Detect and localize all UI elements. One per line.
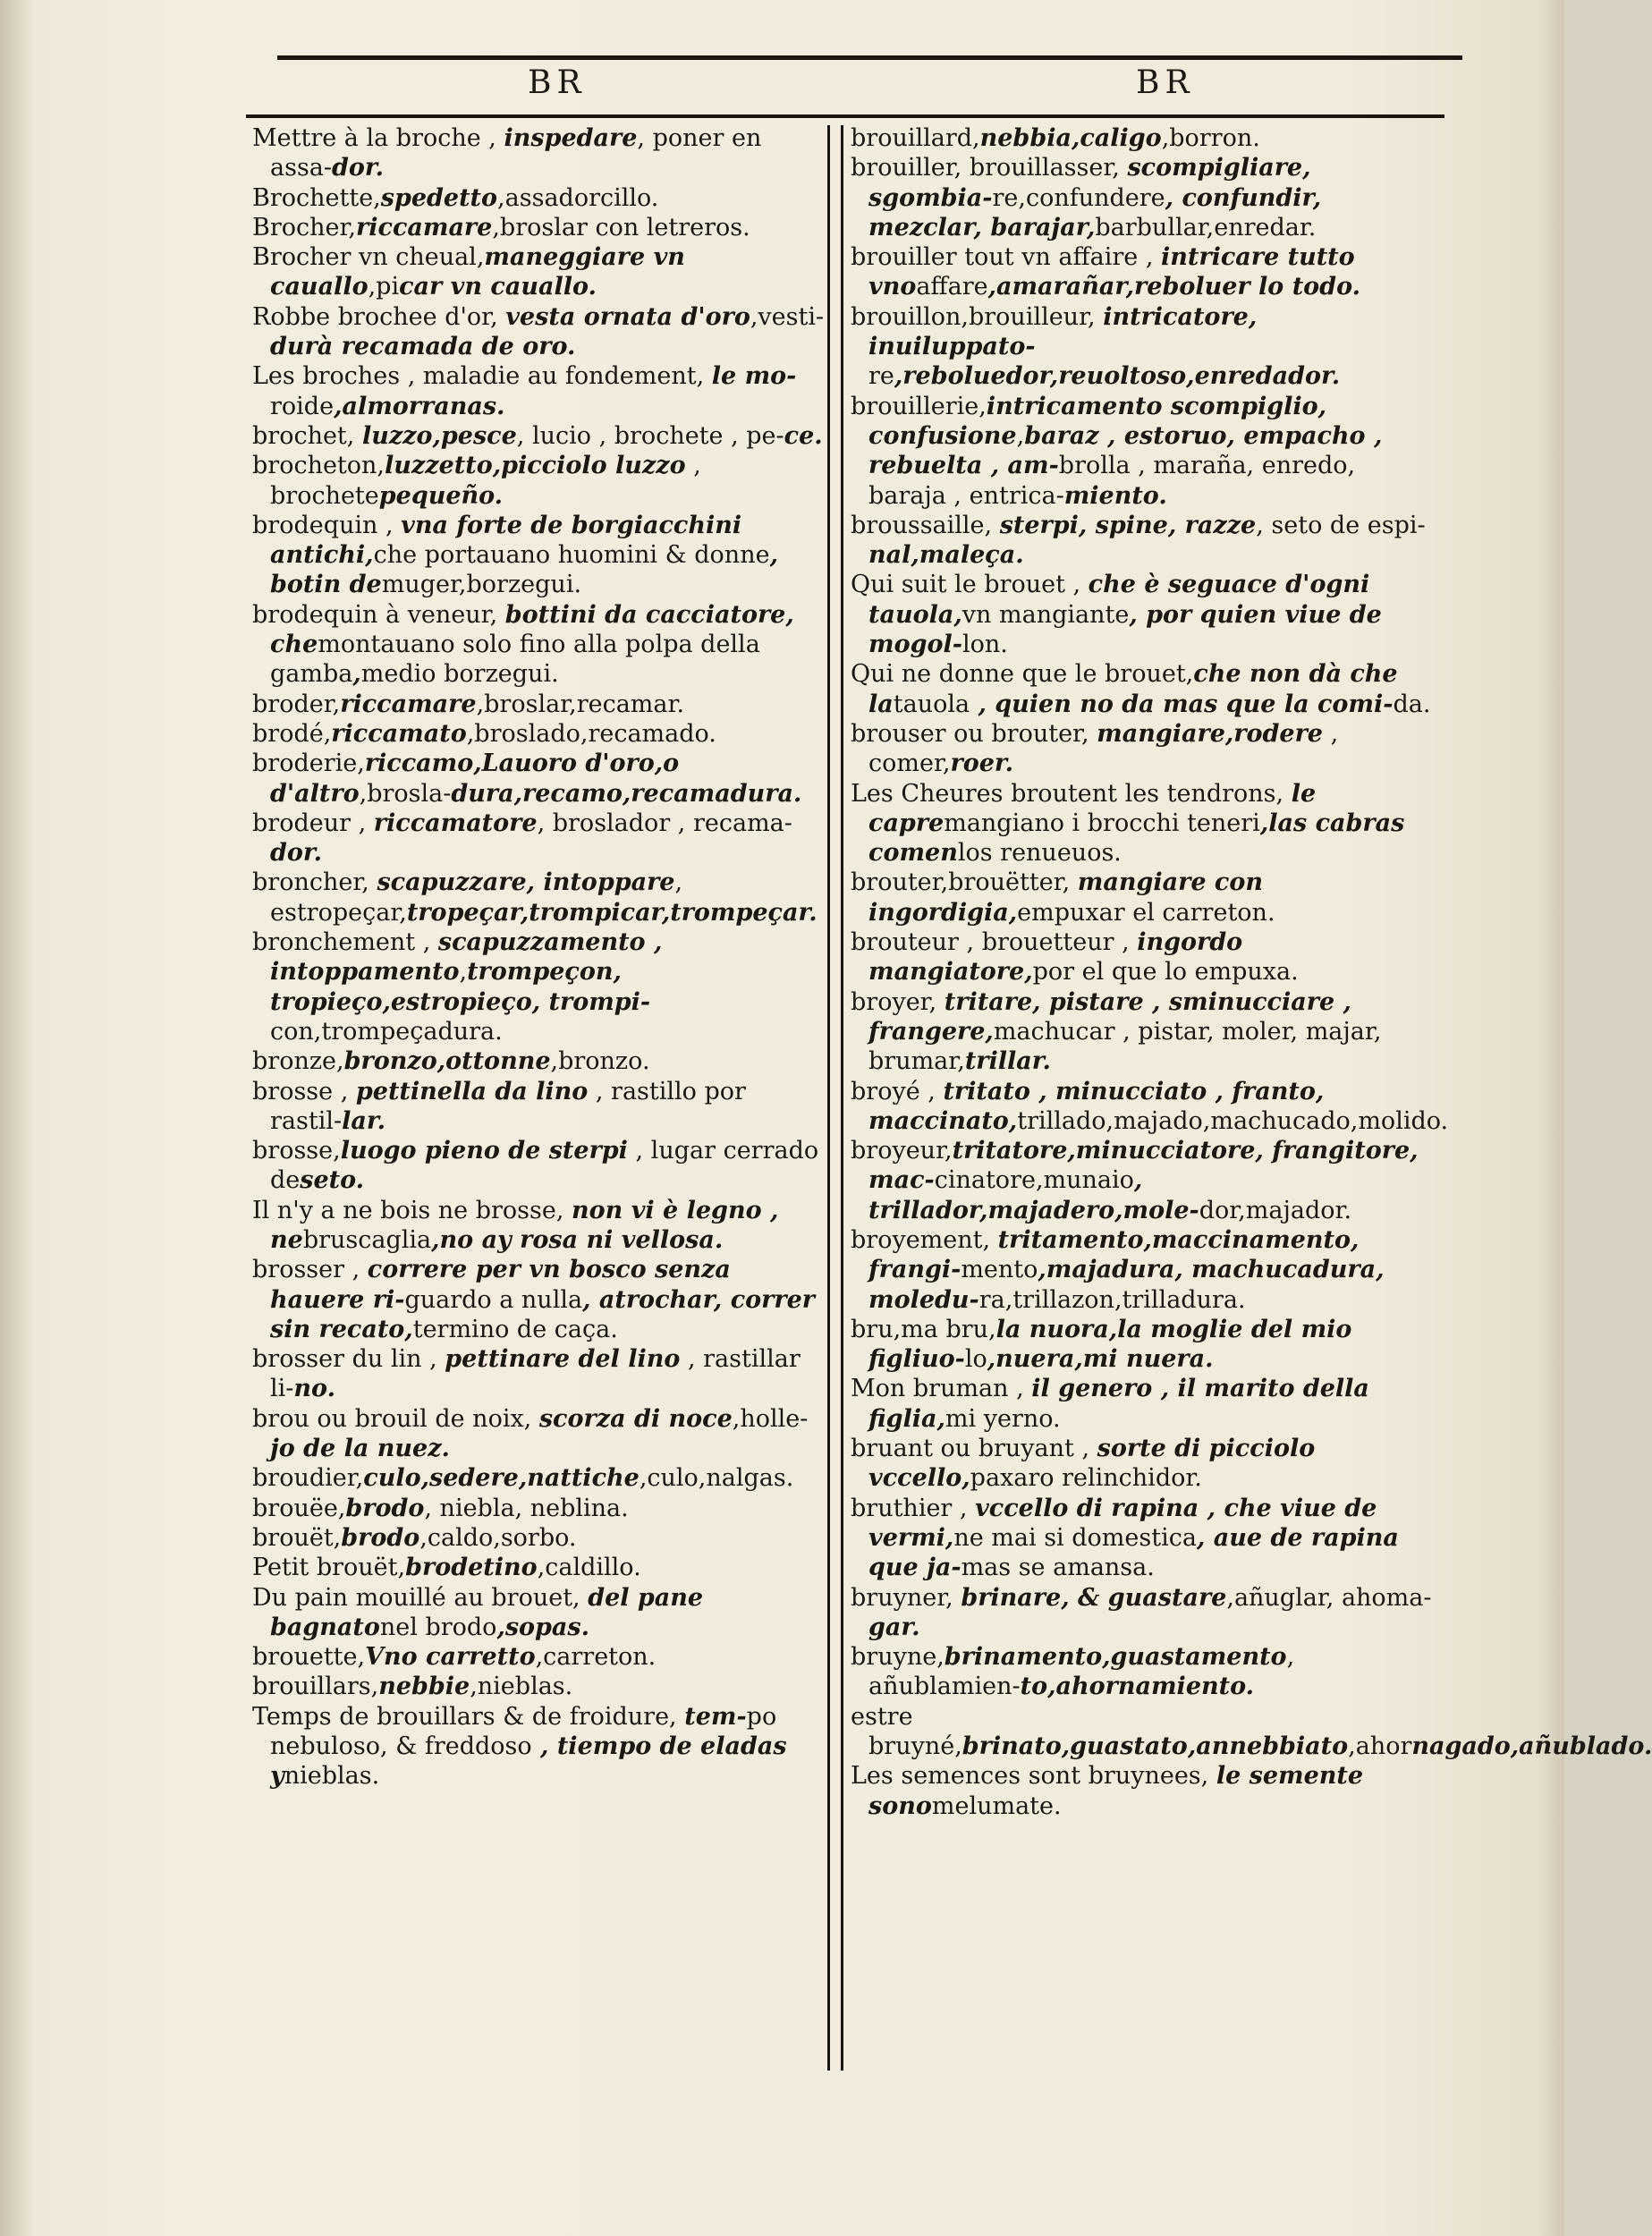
entry-italian-gloss: vccello di rapina , che viue de vermi, — [868, 1494, 1377, 1552]
entry-text: trillado,majado,machucado,molido. — [1017, 1106, 1449, 1135]
entry-italian-gloss: ,sopas. — [496, 1613, 590, 1641]
entry-text: che portauano huomini & donne — [373, 541, 770, 570]
running-head-right: BR — [1136, 64, 1195, 101]
entry-text: bronze, — [252, 1047, 344, 1076]
entry-italian-gloss: mangiare con ingordigia, — [868, 868, 1264, 927]
dictionary-entry — [252, 1463, 825, 1493]
dictionary-entry — [252, 213, 825, 242]
entry-text: re,confundere — [992, 183, 1165, 212]
dictionary-entry — [851, 1494, 1432, 1583]
entry-text: mento — [961, 1256, 1038, 1284]
header-rule — [277, 55, 1462, 60]
dictionary-entry — [252, 1553, 825, 1582]
entry-text: Les broches , maladie au fondement, — [252, 362, 712, 391]
entry-text: broderie, — [252, 750, 365, 778]
entry-text: , brochete — [270, 452, 701, 510]
entry-text: ,caldo,sorbo. — [419, 1523, 577, 1552]
dictionary-entry — [851, 868, 1432, 927]
entry-italian-gloss: roer. — [950, 750, 1014, 778]
dictionary-entry — [252, 302, 825, 362]
entry-italian-gloss: trillar. — [964, 1047, 1051, 1076]
dictionary-entry — [252, 1404, 825, 1464]
entry-italian-gloss: tritatore,minucciatore, frangitore, mac- — [868, 1137, 1419, 1195]
entry-italian-gloss: , botin de — [270, 541, 778, 599]
entry-italian-gloss: ,no ay rosa ni vellosa. — [431, 1225, 724, 1254]
entry-italian-gloss: ,nuera,mi nuera. — [987, 1345, 1214, 1374]
entry-italian-gloss: scapuzzamento , intoppamento — [270, 928, 663, 987]
dictionary-entry — [851, 1583, 1432, 1643]
entry-text: brolla , maraña, enredo, baraja , entrica- — [868, 452, 1356, 510]
entry-text: broncher, — [252, 868, 377, 897]
entry-text: roide — [270, 392, 335, 420]
entry-italian-gloss: ingordo mangiatore, — [868, 928, 1243, 987]
entry-text: ,brosla- — [359, 779, 452, 808]
entry-text: ,ahor — [1348, 1732, 1412, 1761]
entry-text: Qui ne donne que le brouet, — [851, 660, 1194, 689]
dictionary-entry — [851, 1315, 1432, 1375]
dictionary-entry — [252, 1077, 825, 1137]
entry-text: muger,borzegui. — [381, 571, 582, 599]
entry-text: , — [1016, 421, 1025, 450]
entry-italian-gloss: tritare, pistare , sminucciare , frangere, — [868, 987, 1351, 1046]
entry-italian-gloss: , — [352, 660, 361, 689]
entry-text: , broslador , recama- — [537, 809, 792, 837]
entry-italian-gloss: vesta ornata d'oro — [505, 302, 750, 331]
entry-italian-gloss: culo,sedere,nattiche — [363, 1464, 640, 1493]
entry-italian-gloss: Vno carretto — [365, 1643, 536, 1672]
right-column — [851, 123, 1652, 1821]
dictionary-entry — [851, 1225, 1432, 1315]
entry-italian-gloss: brinamento,guastamento — [944, 1643, 1287, 1672]
entry-text: broussaille, — [851, 511, 1000, 539]
entry-text: mi yerno. — [945, 1404, 1061, 1433]
dictionary-entry — [252, 183, 825, 213]
entry-italian-gloss: baraz , estoruo, empacho , rebuelta , am- — [868, 421, 1383, 480]
entry-text: barbullar,enredar. — [1095, 213, 1317, 241]
entry-text: ,broslar,recamar. — [476, 690, 685, 718]
entry-italian-gloss: brodetino — [405, 1554, 538, 1582]
dictionary-entry — [252, 868, 825, 927]
entry-italian-gloss: , aue de rapina que ja- — [868, 1523, 1399, 1582]
entry-italian-gloss: riccamo,Lauoro d'oro,o d'altro — [270, 750, 680, 808]
header-underline — [246, 114, 1444, 118]
entry-text: los renueuos. — [957, 839, 1122, 868]
entry-italian-gloss: no. — [293, 1375, 335, 1403]
entry-italian-gloss: riccamatore — [373, 809, 538, 837]
entry-text: , seto de espi- — [1256, 511, 1426, 539]
entry-italian-gloss: ,amarañar,reboluer lo todo. — [987, 273, 1360, 301]
dictionary-entry — [851, 242, 1432, 302]
dictionary-entry — [252, 1136, 825, 1196]
entry-italian-gloss: brodo — [341, 1523, 420, 1552]
entry-text: bruscaglia — [302, 1225, 432, 1254]
entry-text: brodé, — [252, 719, 332, 748]
entry-italian-gloss: bronzo,ottonne — [343, 1047, 551, 1076]
entry-text: brocheton, — [252, 452, 385, 480]
entry-text: , añublamien- — [868, 1643, 1295, 1701]
entry-text: brou ou brouil de noix, — [252, 1404, 539, 1433]
entry-italian-gloss: riccamato — [331, 719, 467, 748]
column-divider-right — [841, 125, 843, 2071]
dictionary-entry — [851, 1434, 1432, 1494]
left-column — [252, 123, 825, 1791]
entry-text: Les Cheures broutent les tendrons, — [851, 779, 1292, 808]
entry-text: ,holle- — [732, 1404, 809, 1433]
entry-italian-gloss: durà recamada de oro. — [270, 333, 576, 361]
entry-text: brosser du lin , — [252, 1345, 445, 1374]
entry-text: brouët, — [252, 1523, 342, 1552]
entry-italian-gloss: maneggiare vn cauallo — [270, 243, 685, 301]
dictionary-entry — [851, 1077, 1449, 1137]
entry-text: broudier, — [252, 1464, 364, 1493]
dictionary-entry — [252, 242, 825, 302]
entry-text: dor,majador. — [1199, 1196, 1352, 1224]
dictionary-entry — [851, 779, 1432, 868]
entry-text: Robbe brochee d'or, — [252, 302, 506, 331]
entry-italian-gloss: intricatore, inuiluppato- — [868, 302, 1258, 361]
entry-italian-gloss: , tiempo de eladas y — [270, 1732, 787, 1791]
entry-italian-gloss: luzzo,pesce — [361, 421, 517, 450]
entry-italian-gloss: , por quien viue de mogol- — [868, 600, 1382, 659]
entry-text: estre bruyné, — [851, 1702, 962, 1761]
dictionary-entry — [851, 1642, 1432, 1702]
entry-text: tauola — [893, 690, 970, 718]
running-head-left: BR — [528, 64, 587, 101]
dictionary-entry — [851, 659, 1432, 719]
entry-text: , comer, — [868, 719, 1339, 778]
dictionary-entry — [252, 511, 825, 600]
entry-italian-gloss: intricamento scompiglio, confusione — [868, 392, 1327, 450]
entry-italian-gloss: , trillador,majadero,mole- — [868, 1166, 1199, 1224]
entry-italian-gloss: ,majadura, machucadura, moledu- — [868, 1256, 1385, 1314]
dictionary-entry — [252, 1494, 825, 1523]
dictionary-entry — [252, 1255, 825, 1344]
entry-text: Les semences sont bruynees, — [851, 1762, 1216, 1791]
entry-text: medio borzegui. — [360, 660, 559, 689]
entry-italian-gloss: scompigliare, sgombia- — [868, 154, 1311, 212]
entry-text: brouillon,brouilleur, — [851, 302, 1104, 331]
entry-text: cinatore,munaio — [934, 1166, 1134, 1195]
entry-italian-gloss: nal,maleça. — [868, 541, 1024, 570]
dictionary-entry — [252, 690, 825, 719]
entry-text: termino de caça. — [412, 1315, 618, 1343]
entry-text: brosse , — [252, 1077, 356, 1105]
dictionary-entry — [252, 1672, 825, 1701]
entry-text: ra,trillazon,trilladura. — [978, 1285, 1246, 1314]
entry-text: Temps de brouillars & de froidure, — [252, 1702, 685, 1731]
dictionary-entry — [252, 719, 825, 749]
entry-text: lo — [964, 1345, 987, 1374]
entry-italian-gloss: tem- — [684, 1702, 747, 1731]
entry-text: broder, — [252, 690, 341, 718]
entry-text: melumate. — [931, 1791, 1062, 1820]
entry-text: , — [459, 958, 468, 987]
entry-italian-gloss: , confundir, mezclar, barajar, — [868, 183, 1322, 241]
dictionary-entry — [252, 451, 825, 511]
entry-italian-gloss: tritamento,maccinamento, frangi- — [868, 1225, 1360, 1284]
entry-italian-gloss: tritato , minucciato , franto, maccinato, — [868, 1077, 1325, 1135]
entry-text: bruant ou bruyant , — [851, 1435, 1097, 1463]
entry-italian-gloss: ,almorranas. — [334, 392, 505, 420]
dictionary-entry — [252, 749, 825, 809]
dictionary-entry — [851, 302, 1432, 392]
entry-italian-gloss: che non dà che la — [868, 660, 1398, 718]
entry-italian-gloss: ,reboluedor,reuoltoso,enredador. — [894, 362, 1341, 391]
dictionary-entry — [252, 421, 825, 451]
entry-text: Brocher vn cheual, — [252, 243, 485, 272]
dictionary-entry — [851, 123, 1432, 153]
dictionary-entry — [851, 1761, 1432, 1821]
entry-italian-gloss: che è seguace d'ogni tauola, — [868, 571, 1370, 629]
entry-text: bronchement , — [252, 928, 438, 957]
entry-italian-gloss: sorte di picciolo vccello, — [868, 1435, 1316, 1493]
entry-text: broyeur, — [851, 1137, 953, 1165]
entry-text: , lugar cerrado de — [270, 1137, 819, 1195]
entry-italian-gloss: , quien no da mas que la comi- — [970, 690, 1394, 718]
entry-italian-gloss: brinato,guastato,annebbiato — [962, 1732, 1349, 1761]
entry-italian-gloss: intricare tutto vno — [868, 243, 1355, 301]
dictionary-entry — [252, 1344, 825, 1404]
entry-italian-gloss: to,ahornamiento. — [1020, 1673, 1255, 1701]
entry-italian-gloss: la nuora,la moglie del mio figliuo- — [868, 1315, 1352, 1374]
entry-text: machucar , pistar, moler, majar, brumar, — [868, 1017, 1382, 1076]
entry-italian-gloss: jo de la nuez. — [270, 1435, 450, 1463]
entry-text: Qui suit le brouet , — [851, 571, 1089, 599]
entry-text: Petit brouët, — [252, 1554, 406, 1582]
entry-text: broyement, — [851, 1225, 998, 1254]
entry-italian-gloss: mangiare,rodere — [1097, 719, 1323, 748]
dictionary-entry — [851, 987, 1432, 1077]
entry-text: ,culo,nalgas. — [639, 1464, 794, 1493]
entry-text: mas se amansa. — [961, 1554, 1155, 1582]
entry-text: re — [868, 362, 894, 391]
dictionary-entry — [252, 1702, 825, 1791]
dictionary-entry — [252, 600, 825, 690]
entry-text: broyé , — [851, 1077, 944, 1105]
entry-text: ,nieblas. — [470, 1673, 573, 1701]
entry-italian-gloss: dor. — [270, 839, 323, 868]
entry-italian-gloss: scapuzzare, intoppare — [377, 868, 675, 897]
entry-text: brosser , — [252, 1256, 368, 1284]
entry-text: brouiller tout vn affaire , — [851, 243, 1162, 272]
entry-text: Du pain mouillé au brouet, — [252, 1583, 589, 1612]
entry-text: ,assadorcillo. — [497, 183, 659, 212]
entry-italian-gloss: spedetto — [380, 183, 498, 212]
entry-text: brouëe, — [252, 1494, 346, 1522]
entry-italian-gloss: luogo pieno de sterpi — [340, 1137, 628, 1165]
entry-italian-gloss: ce. — [784, 421, 823, 450]
entry-italian-gloss: seto. — [300, 1166, 365, 1195]
entry-text: brodequin à veneur, — [252, 600, 505, 629]
dictionary-entry — [851, 392, 1432, 511]
entry-text: brodeur , — [252, 809, 374, 837]
entry-italian-gloss: car vn cauallo. — [399, 273, 597, 301]
entry-italian-gloss: , atrochar, correr sin recato, — [270, 1285, 815, 1343]
entry-text: vn mangiante — [962, 600, 1130, 629]
entry-text: ,bronzo. — [550, 1047, 650, 1076]
entry-text: affare — [916, 273, 988, 301]
entry-text: , poner en assa- — [270, 124, 762, 182]
entry-text: ,caldillo. — [537, 1554, 641, 1582]
entry-italian-gloss: le capre — [868, 779, 1317, 837]
entry-italian-gloss: brinare, & guastare — [961, 1583, 1227, 1612]
entry-text: montauano solo fino alla polpa della gamba — [270, 631, 760, 689]
dictionary-entry — [851, 511, 1432, 571]
entry-italian-gloss: sterpi, spine, razze — [999, 511, 1257, 539]
entry-text: bruthier , — [851, 1494, 976, 1522]
entry-text: con,trompeçadura. — [270, 1017, 503, 1046]
entry-italian-gloss: dor. — [332, 154, 385, 182]
dictionary-entry — [851, 1136, 1432, 1225]
entry-text: brouser ou brouter, — [851, 719, 1097, 748]
dictionary-entry — [252, 1196, 825, 1256]
entry-text: guardo a nulla — [404, 1285, 583, 1314]
dictionary-entry — [851, 1702, 1652, 1762]
entry-text: mangiano i brocchi teneri — [944, 809, 1260, 837]
dictionary-entry — [252, 1046, 825, 1076]
entry-italian-gloss: pequeño. — [378, 481, 504, 510]
dictionary-entry — [252, 1523, 825, 1553]
entry-text: ,broslado,recamado. — [466, 719, 716, 748]
entry-text: ,vesti- — [750, 302, 825, 331]
entry-italian-gloss: pettinella da lino — [355, 1077, 589, 1105]
entry-italian-gloss: le semente sono — [868, 1762, 1364, 1820]
entry-text: brouter,brouëtter, — [851, 868, 1078, 897]
entry-text: bruyne, — [851, 1643, 945, 1672]
entry-text: , lucio , brochete , pe- — [516, 421, 784, 450]
entry-italian-gloss: del pane bagnato — [270, 1583, 704, 1641]
column-divider-left — [827, 125, 830, 2071]
entry-text: ,borron. — [1161, 124, 1260, 152]
entry-text: ne mai si domestica — [953, 1523, 1197, 1552]
entry-italian-gloss: non vi è legno , ne — [270, 1196, 779, 1254]
entry-text: bruyner, — [851, 1583, 962, 1612]
entry-italian-gloss: gar. — [868, 1613, 920, 1641]
entry-text: bru,ma bru, — [851, 1315, 996, 1343]
dictionary-entry — [252, 123, 825, 183]
entry-italian-gloss: luzzetto,picciolo luzzo — [385, 452, 686, 480]
dictionary-entry — [851, 570, 1432, 659]
entry-italian-gloss: nebbie — [378, 1673, 470, 1701]
entry-text: ,pi — [368, 273, 400, 301]
entry-text: Mettre à la broche , — [252, 124, 504, 152]
entry-italian-gloss: correre per vn bosco senza hauere ri- — [270, 1256, 731, 1314]
entry-text: , rastillo por rastil- — [270, 1077, 746, 1135]
dictionary-entry — [252, 809, 825, 868]
entry-italian-gloss: lar. — [342, 1106, 386, 1135]
entry-italian-gloss: il genero , il marito della figlia, — [868, 1375, 1369, 1433]
entry-italian-gloss: nagado,añublado. — [1411, 1732, 1652, 1761]
entry-text: Brocher, — [252, 213, 357, 241]
entry-text: brouiller, brouillasser, — [851, 154, 1128, 182]
entry-text: empuxar el carreton. — [1017, 898, 1275, 927]
entry-text: brouillerie, — [851, 392, 987, 420]
dictionary-entry — [252, 1583, 825, 1643]
entry-text: paxaro relinchidor. — [970, 1464, 1202, 1493]
entry-text: brosse, — [252, 1137, 341, 1165]
entry-text: brouette, — [252, 1643, 366, 1672]
entry-text: brodequin , — [252, 511, 402, 539]
entry-text: nieblas. — [284, 1762, 380, 1791]
entry-text: , niebla, neblina. — [424, 1494, 629, 1522]
entry-italian-gloss: scorza di noce — [538, 1404, 733, 1433]
entry-text: ,broslar con letreros. — [492, 213, 750, 241]
entry-text: da. — [1393, 690, 1431, 718]
entry-italian-gloss: trompeçon, tropieço,estropieço, trompi- — [270, 958, 651, 1016]
entry-italian-gloss: le mo- — [711, 362, 797, 391]
dictionary-entry — [851, 153, 1432, 242]
entry-text: broyer, — [851, 987, 945, 1016]
entry-italian-gloss: brodo — [345, 1494, 425, 1522]
entry-text: lon. — [962, 631, 1008, 659]
entry-text: , estropeçar, — [270, 868, 683, 927]
dictionary-entry — [252, 1642, 825, 1672]
entry-italian-gloss: vna forte de borgiacchini antichi, — [270, 511, 742, 570]
entry-text: ,carreton. — [535, 1643, 657, 1672]
entry-italian-gloss: miento. — [1063, 481, 1167, 510]
entry-text: Il n'y a ne bois ne brosse, — [252, 1196, 572, 1224]
entry-italian-gloss: tropeçar,trompicar,trompeçar. — [406, 898, 818, 927]
entry-text: Mon bruman , — [851, 1375, 1032, 1403]
dictionary-entry — [252, 361, 825, 421]
entry-italian-gloss: ,las cabras comen — [868, 809, 1405, 868]
dictionary-entry — [252, 927, 825, 1046]
entry-text: Brochette, — [252, 183, 381, 212]
entry-italian-gloss: pettinare del lino — [445, 1345, 681, 1374]
entry-text: nel brodo — [379, 1613, 497, 1641]
entry-italian-gloss: bottini da cacciatore, che — [270, 600, 794, 659]
entry-italian-gloss: riccamare — [356, 213, 493, 241]
entry-text: brouillard, — [851, 124, 980, 152]
entry-text: po nebuloso, & freddoso — [270, 1702, 777, 1761]
entry-italian-gloss: dura,recamo,recamadura. — [451, 779, 802, 808]
entry-text: brouteur , brouetteur , — [851, 928, 1138, 957]
entry-text: , rastillar li- — [270, 1345, 801, 1403]
entry-italian-gloss: riccamare — [340, 690, 477, 718]
dictionary-entry — [851, 1374, 1432, 1434]
entry-text: brouillars, — [252, 1673, 379, 1701]
entry-text: por el que lo empuxa. — [1032, 958, 1299, 987]
entry-italian-gloss: inspedare — [504, 124, 638, 152]
entry-text: brochet, — [252, 421, 362, 450]
entry-text: ,añuglar, ahoma- — [1226, 1583, 1432, 1612]
dictionary-entry — [851, 719, 1432, 779]
entry-italian-gloss: nebbia,caligo — [979, 124, 1162, 152]
dictionary-entry — [851, 927, 1432, 987]
